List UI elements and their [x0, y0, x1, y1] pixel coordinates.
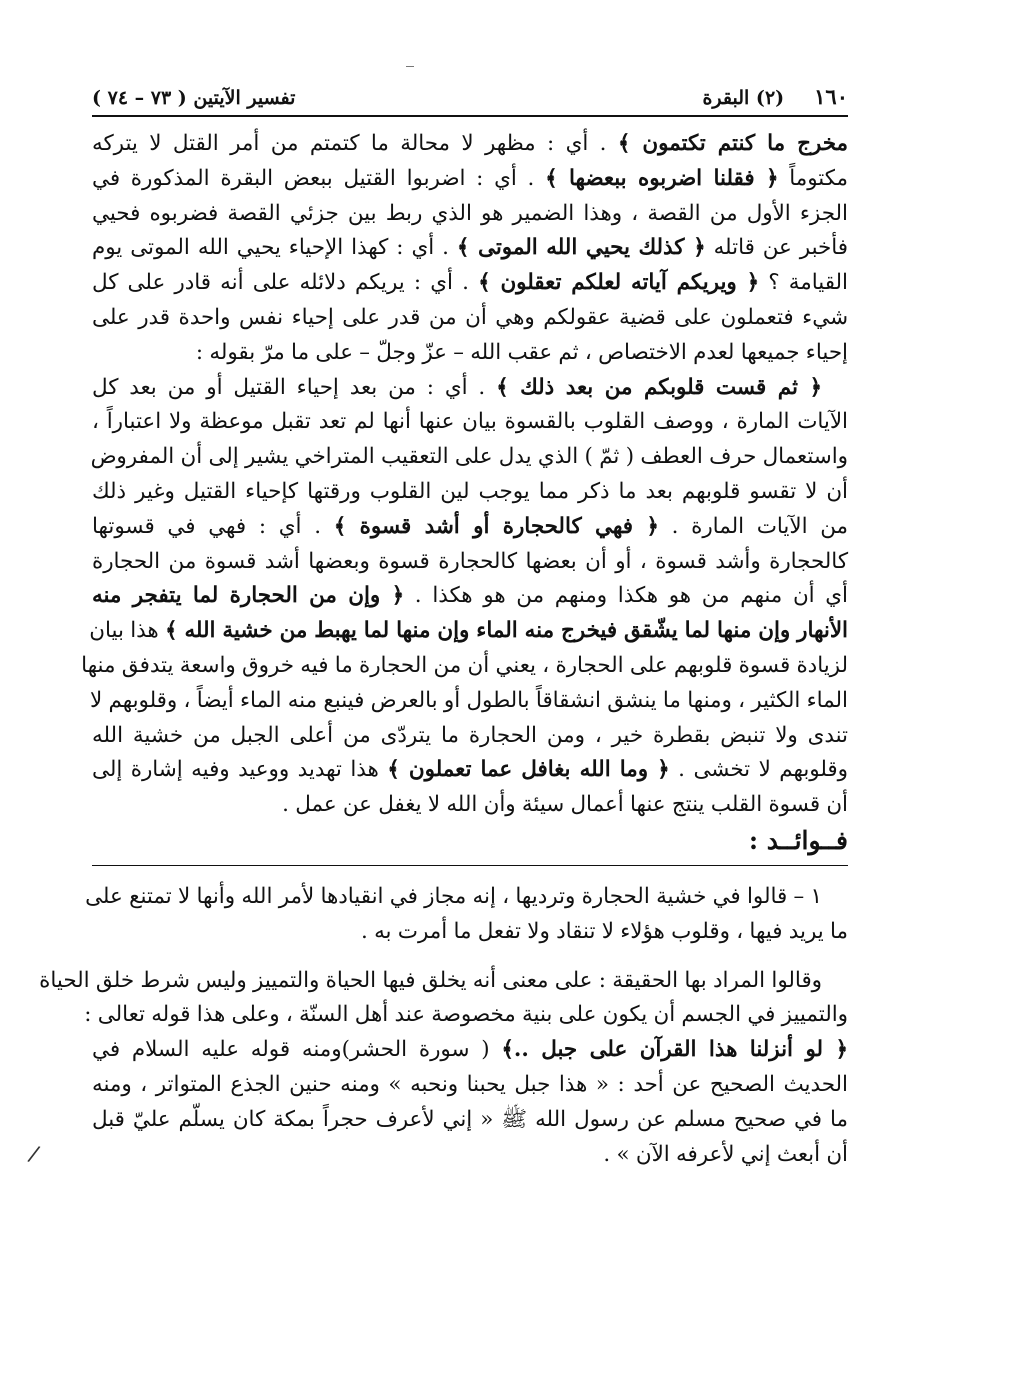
quran-quote: ﴿ وإن من الحجارة لما يتفجر منه [92, 583, 405, 609]
text-segment: . أي : يريكم دلائله على أنه قادر على كل [92, 270, 479, 296]
text-segment: الماء الكثير ، ومنها ما ينشق انشقاقاً بالطول أو بالعرض فينبع منه الماء أيضاً ، وقلوبهم لا [90, 687, 848, 713]
text-segment: . أي : فهي في قسوتها [92, 513, 334, 539]
text-line [89, 614, 848, 649]
text-line [39, 964, 848, 999]
text-line [84, 998, 848, 1033]
paragraph-4 [39, 964, 848, 1173]
page [39, 84, 848, 1172]
text-line [92, 1033, 848, 1068]
text-segment: الجزء الأول من القصة ، وهذا الضمير هو الذي ربط بين جزئي القصة فضربوه فحيي [92, 200, 848, 226]
surah-name: (٢) البقرة [702, 87, 785, 109]
paragraph-3 [85, 880, 848, 950]
text-segment: الآيات المارة ، ووصف القلوب بالقسوة بيان عنها أنها لم تعد تقبل موعظة ولا اعتباراً ، [92, 409, 848, 435]
quran-quote: مخرج ما كنتم تكتمون ﴾ [617, 131, 848, 156]
text-line [92, 475, 848, 510]
text-segment: أن لا تقسو قلوبهم بعد ما ذكر مما يوجب لين القلوب ورقتها كإحياء القتيل وغير ذلك [92, 478, 848, 504]
spacer [92, 868, 848, 880]
text-segment: الحديث الصحيح عن أحد : « هذا جبل يحبنا ونحبه » ومنه حنين الجذع المتواتر ، ومنه [92, 1071, 848, 1097]
text-line [92, 127, 848, 162]
text-segment: كالحجارة وأشد قسوة ، أو أن بعضها كالحجارة قسوة وبعضها أشد قسوة من الحجارة [92, 548, 848, 574]
text-segment: . أي : من بعد إحياء القتيل أو من بعد كل [92, 374, 497, 400]
text-segment: وقالوا المراد بها الحقيقة : على معنى أنه يخلق فيها الحياة والتمييز وليس شرط خلق الحياة [39, 967, 822, 993]
quran-quote: الأنهار وإن منها لما يشّقق فيخرج منه الماء وإن منها لما يهبط من خشية الله ﴾ [164, 618, 848, 644]
text-line [92, 301, 848, 336]
quran-quote: ﴿ ويريكم آياته لعلكم تعقلون ﴾ [478, 270, 760, 296]
text-segment: مكتوماً [778, 165, 848, 191]
text-line [92, 266, 848, 301]
text-line [85, 880, 848, 915]
text-line [92, 231, 848, 266]
text-segment: القيامة ؟ [759, 270, 848, 296]
text-line [92, 1068, 848, 1103]
text-line [92, 545, 848, 580]
text-segment: واستعمال حرف العطف ( ثمّ ) الذي يدل على التعقيب المتراخي يشير إلى أن المفروض [90, 444, 848, 470]
text-segment: هذا بيان [89, 618, 165, 644]
text-segment: والتمييز في الجسم أن يكون على بنية مخصوصة عند أهل السنّة ، وعلى هذا قوله تعالى : [84, 1002, 848, 1028]
quran-quote: ﴿ فقلنا اضربوه ببعضها ﴾ [545, 165, 779, 191]
text-segment: ما في صحيح مسلم عن رسول الله ﷺ « إني لأعرف حجراً بمكة كان يسلّم عليّ قبل [92, 1106, 848, 1132]
text-line [92, 579, 848, 614]
text-line [92, 719, 848, 754]
quran-quote: ﴿ لو أنزلنا هذا القرآن على جبل ..﴾ [501, 1037, 848, 1063]
text-segment: هذا تهديد ووعيد وفيه إشارة إلى [92, 757, 388, 783]
text-line [92, 162, 848, 197]
text-segment: وقلوبهم لا تخشى . [669, 757, 848, 783]
text-segment: لزيادة قسوة قلوبهم على الحجارة ، يعني أن من الحجارة ما فيه خروق واسعة يتدفق منها [81, 652, 848, 678]
text-segment: ما يريد فيها ، وقلوب هؤلاء لا تنقاد ولا تفعل ما أمرت به . [360, 918, 848, 944]
text-segment: تندى ولا تنبض بقطرة خير ، ومن الحجارة ما يتردّى من أعلى الجبل من خشية الله [92, 722, 848, 748]
page-number: ١٦٠ [814, 84, 848, 109]
stray-dot [406, 66, 414, 67]
benefits-heading: فــوائــد : [92, 823, 848, 866]
spacer [92, 950, 848, 964]
header-title: تفسير الآيتين ( ٧٣ – ٧٤ ) [92, 87, 296, 109]
quran-quote: ﴿ وما الله بغافل عما تعملون ﴾ [387, 757, 670, 783]
text-segment: من الآيات المارة . [658, 513, 848, 539]
text-segment: . أي : اضربوا القتيل ببعض البقرة المذكورة في [92, 165, 546, 191]
quran-quote: ﴿ كذلك يحيي الله الموتى ﴾ [456, 235, 706, 261]
quran-quote: ﴿ ثم قست قلوبكم من بعد ذلك ﴾ [496, 374, 822, 400]
text-segment: أي أن منهم من هو هكذا ومنهم من هو هكذا . [404, 583, 848, 609]
text-line [81, 649, 848, 684]
text-line [92, 336, 848, 371]
text-line [92, 788, 848, 823]
paragraph-2 [81, 371, 848, 823]
text-segment: فأخبر عن قاتله [705, 235, 848, 261]
text-segment: إحياء جميعها لعدم الاختصاص ، ثم عقب الله – عزّ وجلّ – على ما مرّ بقوله : [195, 339, 848, 365]
text-line [92, 197, 848, 232]
text-line [92, 1103, 848, 1138]
running-header [92, 84, 848, 117]
text-line [92, 753, 848, 788]
text-line [92, 510, 848, 545]
paragraph-1 [92, 127, 848, 371]
text-segment: شيء فتعملون على قضية عقولكم وهي أن من قدر على إحياء نفس واحدة قدر على [92, 304, 848, 330]
text-line [92, 1138, 848, 1173]
text-segment: . أي : كهذا الإحياء يحيي الله الموتى يوم [92, 235, 457, 261]
text-line [92, 371, 848, 406]
margin-pen-mark: / [25, 1141, 42, 1168]
text-line [92, 684, 848, 719]
quran-quote: ﴿ فهي كالحجارة أو أشد قسوة ﴾ [333, 513, 659, 539]
text-line [92, 440, 848, 475]
text-line [92, 405, 848, 440]
text-line [92, 915, 848, 950]
text-segment: أن قسوة القلب ينتج عنها أعمال سيئة وأن الله لا يغفل عن عمل . [282, 792, 848, 818]
text-segment: ١ – قالوا في خشية الحجارة وترديها ، إنه مجاز في انقيادها لأمر الله وأنها لا تمتنع على [85, 883, 822, 909]
text-segment: ( سورة الحشر)ومنه قوله عليه السلام في [92, 1037, 502, 1063]
text-segment: . أي : مظهر لا محالة ما كتمتم من أمر القتل لا يتركه [92, 131, 618, 156]
text-segment: أن أبعث إني لأعرفه الآن » . [603, 1141, 848, 1167]
